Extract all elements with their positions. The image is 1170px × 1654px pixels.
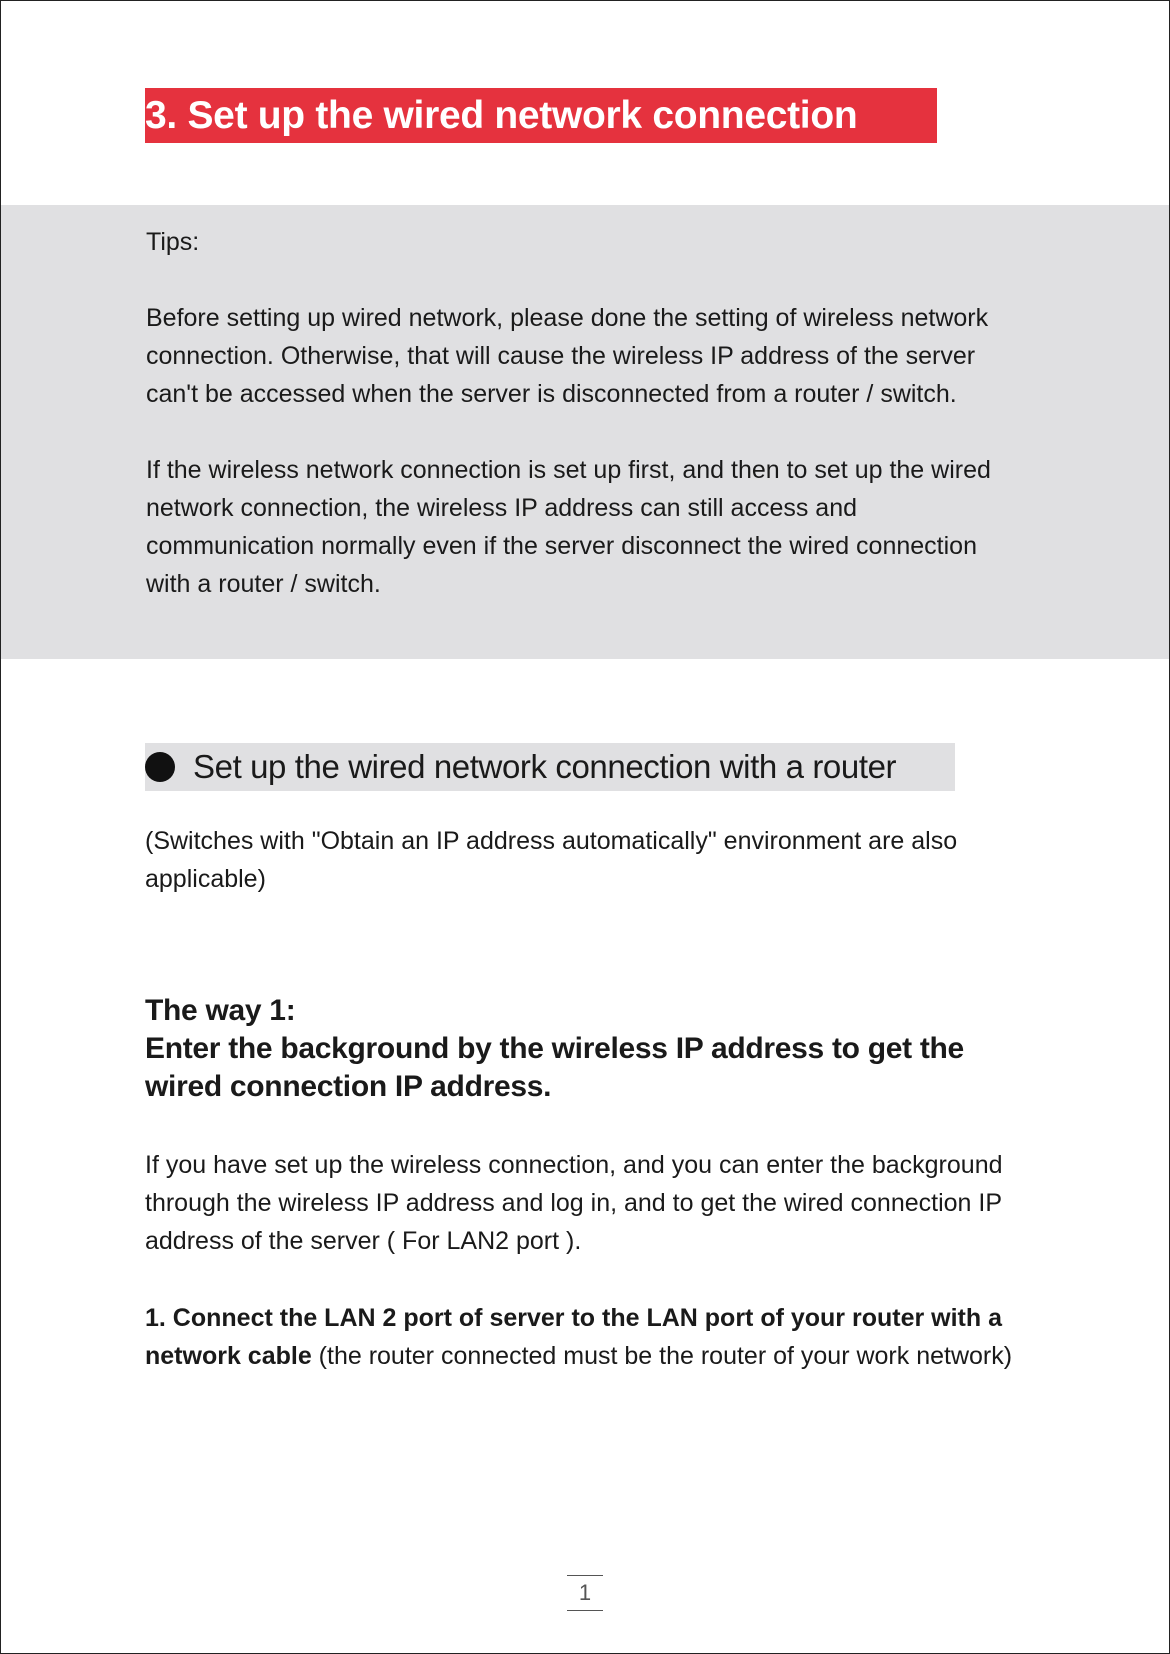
step-1-bold: 1. Connect the LAN 2 port of server to the LAN port of your router with a network cable xyxy=(145,1304,1002,1370)
subheading-router xyxy=(145,743,955,791)
tips-paragraph-2: If the wireless network connection is set up first, and then to set up the wired network connection, the wireless IP address can still access and communication normally even if the server disconnect the wired connection with a router / switch. xyxy=(146,456,991,598)
step-1 xyxy=(145,1299,1045,1375)
section-title: 3. Set up the wired network connection xyxy=(145,88,937,143)
intro-paragraph: If you have set up the wireless connection, and you can enter the background through the wireless IP address and log in, and to get the wired connection IP address of the server ( For LAN2 port ). xyxy=(145,1151,1003,1255)
tips-box xyxy=(1,205,1169,659)
way1-heading xyxy=(145,992,1045,1106)
way1-description: Enter the background by the wireless IP address to get the wired connection IP address. xyxy=(145,1032,964,1103)
page-number-bottom-rule xyxy=(567,1610,603,1611)
page-number: 1 xyxy=(578,1580,592,1605)
subheading-text: Set up the wired network connection with a router xyxy=(193,748,897,785)
bullet-circle-icon xyxy=(145,752,175,782)
step-1-normal: (the router connected must be the router of your work network) xyxy=(311,1342,1013,1370)
tips-paragraph-1: Before setting up wired network, please done the setting of wireless network connection. Otherwise, that will cause the wireless IP address of the server can't be accessed when the server is disconnected from a router / switch. xyxy=(146,304,989,408)
switch-note: (Switches with "Obtain an IP address automatically" environment are also applicable) xyxy=(145,827,958,893)
tips-content xyxy=(146,223,1026,603)
tips-label: Tips: xyxy=(146,228,200,256)
way1-label: The way 1: xyxy=(145,994,296,1027)
page-footer xyxy=(567,1575,603,1611)
